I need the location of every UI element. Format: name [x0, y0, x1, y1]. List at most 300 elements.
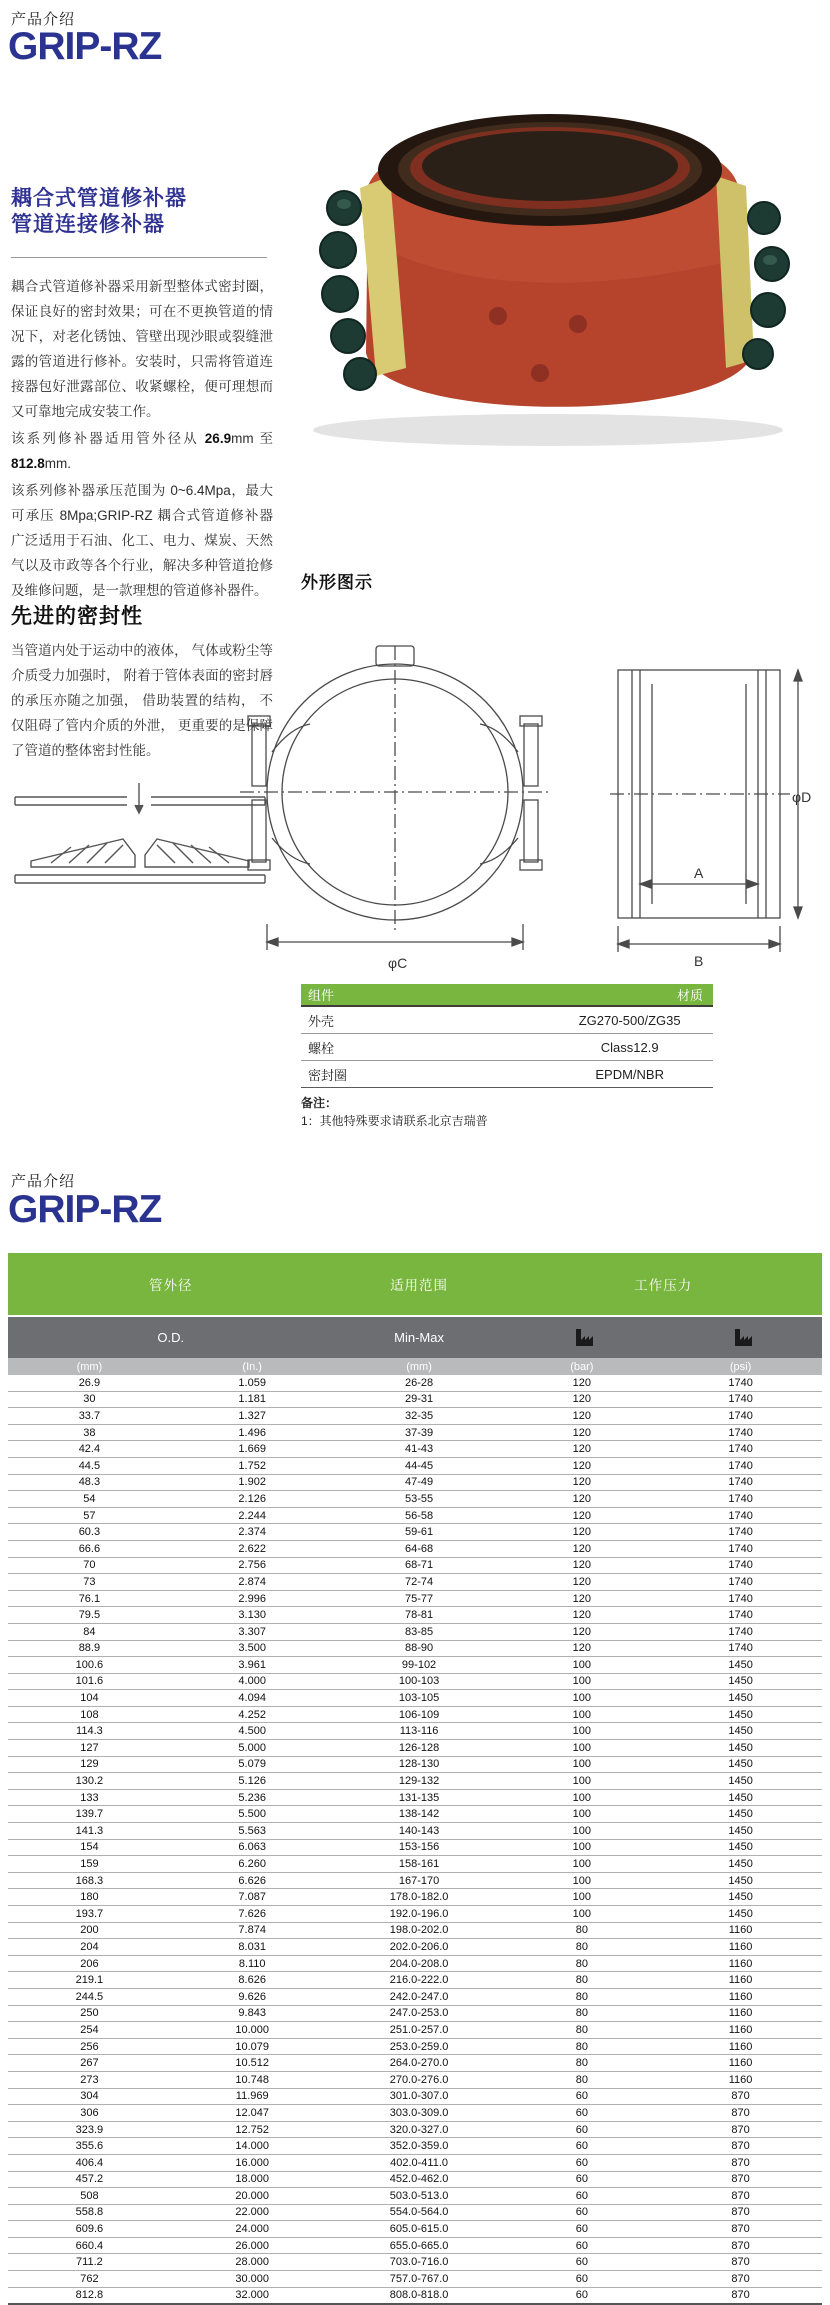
table-row	[8, 2105, 822, 2122]
table-cell: 3.130	[238, 1609, 266, 1622]
table-cell: 3.307	[238, 1625, 266, 1638]
table-cell: 5.500	[238, 1808, 266, 1821]
table-cell: 99-102	[401, 1658, 437, 1671]
table-cell: 193.7	[75, 1907, 104, 1920]
table-cell: 247.0-253.0	[389, 2007, 449, 2020]
table-cell: 120	[572, 1526, 592, 1539]
table-cell: 18.000	[235, 2173, 270, 2186]
table-row	[8, 2072, 822, 2089]
table-row	[8, 1790, 822, 1807]
table-cell: 79.5	[78, 1609, 101, 1622]
table-cell: 1450	[728, 1658, 753, 1671]
table-cell: 1160	[728, 2073, 753, 2086]
table-cell: 20.000	[235, 2189, 270, 2202]
table-cell: 202.0-206.0	[389, 1940, 449, 1953]
table-cell: 870	[731, 2206, 750, 2219]
table-cell: 120	[572, 1459, 592, 1472]
table-cell: 14.000	[235, 2140, 270, 2153]
table-row	[8, 2238, 822, 2255]
table-cell: 80	[575, 2040, 588, 2053]
max-od-value: 812.8	[11, 456, 45, 472]
table-cell: 1160	[728, 1974, 753, 1987]
table-cell: 267	[80, 2057, 99, 2070]
table-cell: 80	[575, 1924, 588, 1937]
dim-label-phi-c: φC	[388, 955, 408, 971]
table-cell: 558.8	[75, 2206, 104, 2219]
table-cell: 554.0-564.0	[389, 2206, 449, 2219]
table-cell: 192.0-196.0	[389, 1907, 449, 1920]
table-cell: 1450	[728, 1891, 753, 1904]
table-cell: 129	[80, 1758, 99, 1771]
table-cell: 140-143	[398, 1824, 440, 1837]
table-cell: 1740	[728, 1542, 753, 1555]
table-cell: 120	[572, 1642, 592, 1655]
table-cell: 1160	[728, 2023, 753, 2036]
table-cell: 100	[572, 1658, 592, 1671]
table-cell: 120	[572, 1559, 592, 1572]
table-cell: 762	[80, 2272, 99, 2285]
table-cell: 5.236	[238, 1791, 266, 1804]
table-cell: 24.000	[235, 2223, 270, 2236]
table-cell: 120	[572, 1426, 592, 1439]
table-cell: 131-135	[398, 1791, 440, 1804]
dim-label-b: B	[694, 953, 704, 969]
table-cell: 1450	[728, 1775, 753, 1788]
table-cell: 1160	[728, 2040, 753, 2053]
outline-title: 外形图示	[301, 573, 373, 592]
table-cell: 138-142	[398, 1808, 440, 1821]
table-cell: 54	[83, 1492, 96, 1505]
table-cell: 101.6	[75, 1675, 104, 1688]
table-cell: 26-28	[404, 1376, 434, 1389]
table-cell: 1450	[728, 1808, 753, 1821]
table-cell: 8.626	[238, 1974, 266, 1987]
table-cell: 120	[572, 1443, 592, 1456]
table-cell: 1.669	[238, 1443, 266, 1456]
table-cell: 80	[575, 2057, 588, 2070]
intro-paragraph-3: 该系列修补器承压范围为 0~6.4Mpa，最大可承压 8Mpa;GRIP-RZ 耦合式管道修补器广泛适用于石油、化工、电力、煤炭、天然气以及市政等各个行业，解决多种管道抢修及维修问题，是一款理想的管道修补器件。	[11, 483, 273, 599]
table-cell: 127	[80, 1741, 99, 1754]
table-cell: 128-130	[398, 1758, 440, 1771]
table-row	[8, 2221, 822, 2238]
table-cell: 808.0-818.0	[389, 2289, 449, 2302]
table-cell: 1740	[728, 1376, 753, 1389]
table-cell: 1450	[728, 1874, 753, 1887]
table-cell: 12.047	[235, 2106, 270, 2119]
table-cell: 4.094	[238, 1692, 266, 1705]
table-cell: 120	[572, 1542, 592, 1555]
table-cell: 80	[575, 2023, 588, 2036]
table-cell: 16.000	[235, 2156, 270, 2169]
table-cell: 2.874	[238, 1575, 266, 1588]
table-cell: 1.327	[238, 1409, 266, 1422]
table-cell: 2.996	[238, 1592, 266, 1605]
sealing-paragraph: 当管道内处于运动中的液体， 气体或粉尘等介质受力加强时， 附着于管体表面的密封唇的承压亦随之加强， 借助装置的结构， 不仅阻碍了管内介质的外泄， 更重要的是保障了管道的整体密封性能。	[11, 643, 273, 758]
table-row	[8, 2288, 822, 2304]
table-cell: 80	[575, 1974, 588, 1987]
table-row	[8, 1624, 822, 1641]
table-row	[8, 2254, 822, 2271]
table-cell: 1740	[728, 1592, 753, 1605]
table-row	[8, 1408, 822, 1425]
table-cell: 6.260	[238, 1858, 266, 1871]
table-cell: 80	[575, 1990, 588, 2003]
table-row	[8, 1906, 822, 1923]
pressure-psi-header	[663, 1327, 822, 1348]
min-od-value: 26.9	[204, 431, 232, 447]
table-cell: 84	[83, 1625, 96, 1638]
table-cell: 1740	[728, 1609, 753, 1622]
table-row	[8, 1524, 822, 1541]
table-cell: 104	[80, 1692, 99, 1705]
table-cell: 88-90	[404, 1642, 434, 1655]
table-cell: 216.0-222.0	[389, 1974, 449, 1987]
table-cell: 2.374	[238, 1526, 266, 1539]
table-cell: 219.1	[75, 1974, 104, 1987]
table-cell: 133	[80, 1791, 99, 1804]
table-cell: 452.0-462.0	[389, 2173, 449, 2186]
table-row	[8, 1873, 822, 1890]
table-cell: 198.0-202.0	[389, 1924, 449, 1937]
table-cell: 870	[731, 2106, 750, 2119]
table-cell: 870	[731, 2223, 750, 2236]
table-cell: 244.5	[75, 1990, 104, 2003]
table-cell: 30.000	[235, 2272, 270, 2285]
table-cell: 1740	[728, 1509, 753, 1522]
table-cell: 64-68	[404, 1542, 434, 1555]
page-title: 产品介绍	[11, 1173, 76, 1190]
table-row	[8, 1607, 822, 1624]
table-cell: 60.3	[78, 1526, 101, 1539]
table-cell: 42.4	[78, 1443, 101, 1456]
table-cell: 303.0-309.0	[389, 2106, 449, 2119]
table-cell: 605.0-615.0	[389, 2223, 449, 2236]
table-row	[8, 1392, 822, 1409]
table-cell: 120	[572, 1625, 592, 1638]
table-row	[8, 1690, 822, 1707]
table-cell: 352.0-359.0	[389, 2140, 449, 2153]
table-cell: 10.512	[235, 2057, 270, 2070]
table-row	[8, 1740, 822, 1757]
table-cell: 60	[575, 2156, 588, 2169]
spec-table-sub-header	[8, 1315, 822, 1358]
table-cell: 1740	[728, 1575, 753, 1588]
table-cell: 1450	[728, 1741, 753, 1754]
table-cell: 100	[572, 1858, 592, 1871]
table-cell: 153-156	[398, 1841, 440, 1854]
table-cell: 126-128	[398, 1741, 440, 1754]
table-row	[301, 1034, 713, 1061]
table-cell: 1740	[728, 1393, 753, 1406]
component-material: Class12.9	[600, 1039, 659, 1055]
table-row	[8, 1574, 822, 1591]
table-cell: 1160	[728, 1940, 753, 1953]
page-title: 产品介绍	[11, 11, 76, 28]
table-cell: 70	[83, 1559, 96, 1572]
table-cell: 113-116	[399, 1725, 439, 1738]
spec-table-body	[8, 1375, 822, 2305]
table-cell: 655.0-665.0	[389, 2239, 449, 2252]
table-cell: 1740	[728, 1426, 753, 1439]
table-cell: 1740	[728, 1409, 753, 1422]
table-row	[8, 2022, 822, 2039]
table-cell: 83-85	[404, 1625, 434, 1638]
notes	[301, 1094, 488, 1130]
table-cell: 139.7	[75, 1808, 104, 1821]
table-cell: 158-161	[398, 1858, 440, 1871]
table-row	[8, 2089, 822, 2106]
table-cell: 1450	[728, 1758, 753, 1771]
table-cell: 100	[572, 1708, 592, 1721]
table-cell: 66.6	[78, 1542, 101, 1555]
table-cell: 33.7	[78, 1409, 101, 1422]
table-row	[8, 1375, 822, 1392]
table-cell: 75-77	[404, 1592, 434, 1605]
table-cell: 870	[731, 2272, 750, 2285]
component-name: 螺栓	[308, 1040, 335, 1056]
intro-paragraph-2	[11, 426, 273, 476]
table-row	[8, 1806, 822, 1823]
table-cell: 1450	[728, 1675, 753, 1688]
table-cell: 204	[80, 1940, 99, 1953]
table-cell: 703.0-716.0	[389, 2256, 449, 2269]
table-cell: 2.622	[238, 1542, 266, 1555]
intro-column	[11, 186, 273, 603]
table-cell: 1740	[728, 1492, 753, 1505]
table-row	[8, 1773, 822, 1790]
table-cell: 100	[572, 1775, 592, 1788]
table-row	[8, 1972, 822, 1989]
table-cell: 60	[575, 2090, 588, 2103]
table-cell: 60	[575, 2173, 588, 2186]
table-row	[8, 2138, 822, 2155]
table-cell: 1740	[728, 1625, 753, 1638]
table-cell: 106-109	[398, 1708, 440, 1721]
table-row	[8, 2055, 822, 2072]
table-cell: 129-132	[398, 1775, 440, 1788]
table-cell: 3.961	[238, 1658, 266, 1671]
table-cell: 264.0-270.0	[389, 2057, 449, 2070]
table-cell: 100	[572, 1907, 592, 1920]
table-cell: 114.3	[76, 1725, 103, 1738]
table-cell: 812.8	[75, 2289, 104, 2302]
component-material: ZG270-500/ZG35	[578, 1012, 681, 1028]
table-cell: 53-55	[404, 1492, 434, 1505]
table-cell: 508	[80, 2189, 99, 2202]
table-row	[8, 1956, 822, 1973]
table-cell: 120	[572, 1575, 592, 1588]
table-cell: 2.126	[238, 1492, 266, 1505]
table-row	[8, 2188, 822, 2205]
table-row	[301, 1061, 713, 1088]
table-cell: 4.500	[238, 1725, 266, 1738]
table-row	[8, 1674, 822, 1691]
para2-text: mm 至	[231, 431, 273, 447]
table-cell: 870	[731, 2173, 750, 2186]
table-row	[8, 2271, 822, 2288]
table-row	[8, 2172, 822, 2189]
table-cell: 870	[731, 2189, 750, 2202]
table-cell: 100	[572, 1741, 592, 1754]
sub-header-range: Min-Max	[394, 1330, 444, 1345]
product-photo	[248, 68, 814, 458]
table-cell: 108	[80, 1708, 99, 1721]
group-header-od: 管外径	[149, 1278, 193, 1293]
table-cell: 60	[575, 2123, 588, 2136]
table-cell: 168.3	[75, 1874, 104, 1887]
table-cell: 100	[572, 1692, 592, 1705]
table-cell: 1450	[728, 1791, 753, 1804]
table-row	[8, 1856, 822, 1873]
table-cell: 60	[575, 2206, 588, 2219]
table-cell: 100	[572, 1758, 592, 1771]
table-row	[8, 2122, 822, 2139]
table-cell: 120	[572, 1509, 592, 1522]
table-row	[8, 1508, 822, 1525]
table-cell: 870	[731, 2289, 750, 2302]
table-cell: 100	[572, 1808, 592, 1821]
unit-header: (mm)	[406, 1360, 432, 1373]
table-cell: 304	[80, 2090, 99, 2103]
table-cell: 4.252	[238, 1708, 266, 1721]
table-row	[8, 1757, 822, 1774]
table-row	[8, 2006, 822, 2023]
table-cell: 5.079	[238, 1758, 266, 1771]
table-cell: 80	[575, 2073, 588, 2086]
table-cell: 100	[572, 1791, 592, 1804]
table-row	[8, 1641, 822, 1658]
table-row	[8, 1989, 822, 2006]
table-cell: 1450	[728, 1824, 753, 1837]
table-cell: 870	[731, 2256, 750, 2269]
pressure-bar-header	[505, 1327, 664, 1348]
table-cell: 100-103	[398, 1675, 440, 1688]
table-cell: 204.0-208.0	[389, 1957, 449, 1970]
note-item: 1：其他特殊要求请联系北京吉瑞普	[301, 1114, 488, 1128]
table-cell: 1.496	[238, 1426, 266, 1439]
dim-label-a: A	[694, 865, 704, 881]
table-row	[301, 1007, 713, 1034]
table-cell: 5.563	[238, 1824, 266, 1837]
table-cell: 120	[572, 1376, 592, 1389]
table-cell: 273	[80, 2073, 99, 2086]
table-cell: 141.3	[75, 1824, 104, 1837]
table-cell: 7.087	[238, 1891, 266, 1904]
table-cell: 1.181	[238, 1393, 266, 1406]
table-cell: 7.626	[238, 1907, 266, 1920]
table-row	[8, 1591, 822, 1608]
subtitle-line-2: 管道连接修补器	[11, 212, 165, 236]
table-cell: 8.031	[238, 1940, 266, 1953]
unit-header: (In.)	[242, 1360, 262, 1373]
table-cell: 5.000	[238, 1741, 266, 1754]
table-cell: 30	[83, 1393, 96, 1406]
table-cell: 1160	[728, 2007, 753, 2020]
table-cell: 44-45	[404, 1459, 434, 1472]
product-subtitle	[11, 186, 273, 237]
table-cell: 100.6	[75, 1658, 104, 1671]
group-header-range: 适用范围	[390, 1278, 449, 1293]
table-cell: 11.969	[235, 2090, 269, 2103]
table-cell: 306	[80, 2106, 99, 2119]
table-row	[8, 1889, 822, 1906]
table-cell: 154	[80, 1841, 99, 1854]
table-cell: 10.079	[235, 2040, 270, 2053]
table-cell: 256	[80, 2040, 99, 2053]
table-cell: 80	[575, 2007, 588, 2020]
table-cell: 41-43	[404, 1443, 434, 1456]
table-cell: 88.9	[78, 1642, 101, 1655]
table-cell: 1740	[728, 1642, 753, 1655]
table-cell: 406.4	[75, 2156, 104, 2169]
outline-drawing-front	[240, 646, 550, 950]
table-row	[8, 2039, 822, 2056]
table-cell: 2.244	[238, 1509, 266, 1522]
table-cell: 301.0-307.0	[389, 2090, 449, 2103]
table-cell: 60	[575, 2256, 588, 2269]
spec-table-group-header	[8, 1253, 822, 1315]
table-cell: 870	[731, 2123, 750, 2136]
table-cell: 68-71	[404, 1559, 434, 1572]
table-cell: 1.059	[238, 1376, 266, 1389]
table-cell: 242.0-247.0	[389, 1990, 449, 2003]
divider-line	[11, 257, 267, 258]
para2-text: 该系列修补器适用管外径从	[11, 431, 205, 447]
pressure-icon	[732, 1327, 754, 1348]
table-cell: 1.902	[238, 1476, 266, 1489]
table-cell: 28.000	[235, 2256, 270, 2269]
table-cell: 60	[575, 2140, 588, 2153]
table-cell: 100	[572, 1891, 592, 1904]
table-row	[8, 1491, 822, 1508]
table-cell: 76.1	[78, 1592, 101, 1605]
table-cell: 5.126	[238, 1775, 266, 1788]
table-cell: 2.756	[238, 1559, 266, 1572]
table-cell: 1740	[728, 1559, 753, 1572]
table-row	[8, 1840, 822, 1857]
table-cell: 870	[731, 2090, 750, 2103]
table-cell: 120	[572, 1476, 592, 1489]
spec-table	[8, 1253, 822, 2305]
table-cell: 37-39	[404, 1426, 434, 1439]
table-cell: 6.063	[238, 1841, 266, 1854]
brand-logo-text: GRIP-RZ	[8, 1188, 162, 1231]
table-cell: 250	[80, 2007, 99, 2020]
table-cell: 870	[731, 2239, 750, 2252]
table-cell: 72-74	[404, 1575, 434, 1588]
table-cell: 1740	[728, 1459, 753, 1472]
table-cell: 1450	[728, 1708, 753, 1721]
spec-table-unit-header	[8, 1358, 822, 1375]
component-table-header	[301, 984, 713, 1007]
table-cell: 402.0-411.0	[390, 2156, 449, 2169]
table-cell: 32.000	[235, 2289, 270, 2302]
table-row	[8, 1541, 822, 1558]
table-cell: 178.0-182.0	[389, 1891, 449, 1904]
material-header: 材质	[676, 988, 703, 1003]
table-row	[8, 2205, 822, 2222]
subtitle-line-1: 耦合式管道修补器	[11, 187, 187, 210]
table-cell: 100	[572, 1824, 592, 1837]
table-row	[8, 1425, 822, 1442]
table-cell: 47-49	[404, 1476, 434, 1489]
table-cell: 48.3	[78, 1476, 101, 1489]
table-cell: 1450	[728, 1858, 753, 1871]
table-cell: 6.626	[238, 1874, 266, 1887]
component-name: 密封圈	[308, 1067, 348, 1083]
table-cell: 1160	[728, 2057, 753, 2070]
table-cell: 1740	[728, 1443, 753, 1456]
